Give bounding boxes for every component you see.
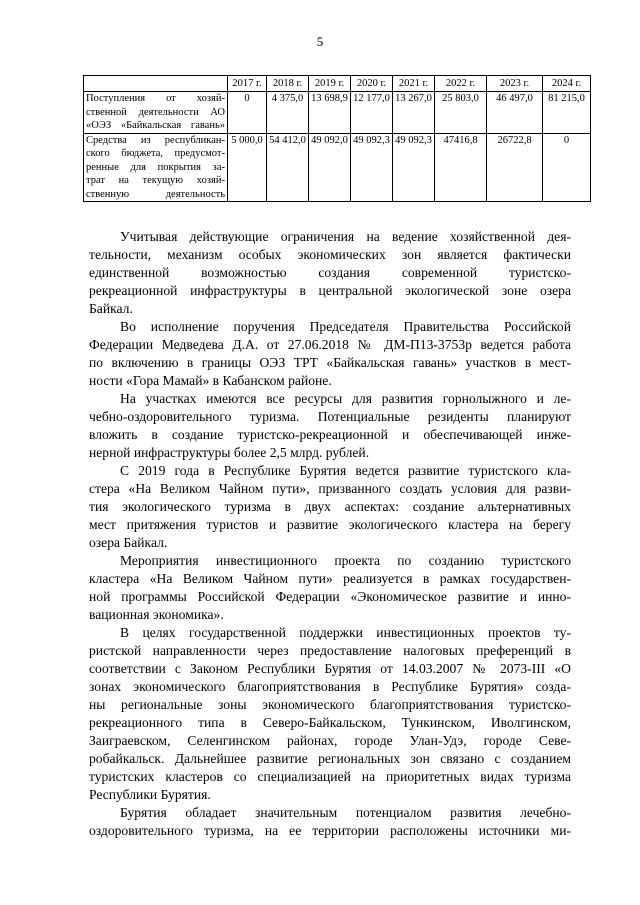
row-label — [84, 133, 228, 202]
text-line: Мероприятия инвестиционного проекта по созданию туристского — [120, 553, 571, 568]
paragraph — [89, 624, 571, 804]
table-cell: 49 092,3 — [351, 133, 393, 202]
table-cell: 25 803,0 — [435, 92, 487, 134]
text-line: На участках имеются все ресурсы для развития горнолыжного и ле- — [120, 391, 571, 406]
paragraph — [89, 804, 571, 840]
row-label-line: ренные для покрытия за- — [86, 161, 225, 173]
text-line: тельности, механизм особых экономических зон является фактически — [89, 247, 571, 262]
table-cell: 5 000,0 — [228, 133, 267, 202]
text-line: тия экологического туризма в двух аспектах: создание альтернативных — [89, 499, 571, 514]
table-header-cell: 2017 г. — [228, 76, 267, 92]
row-label-line: ственной деятельности АО — [86, 106, 225, 118]
text-line: вационная экономика». — [89, 607, 224, 622]
table-header-cell: 2020 г. — [351, 76, 393, 92]
table-header-cell: 2023 г. — [487, 76, 543, 92]
text-line: ности «Гора Мамай» в Кабанском районе. — [89, 373, 332, 388]
table-cell: 4 375,0 — [267, 92, 309, 134]
paragraph — [89, 228, 571, 318]
row-label-line: Средства из республикан- — [86, 134, 225, 146]
row-label-line: ственную деятельность — [86, 188, 225, 200]
text-line: Байкал. — [89, 301, 133, 316]
text-line: соответствии с Законом Республики Бурятия от 14.03.2007 № 2073-III «О — [89, 661, 571, 676]
table-cell: 46 497,0 — [487, 92, 543, 134]
text-line: робайкальск. Дальнейшее развитие региональных зон связано с созданием — [89, 751, 571, 766]
text-line: С 2019 года в Республике Бурятия ведется развитие туристского кла- — [120, 463, 571, 478]
text-line: Заиграевском, Селенгинском районах, городе Улан-Удэ, городе Севе- — [89, 733, 571, 748]
table-header-cell — [84, 76, 228, 92]
paragraph — [89, 390, 571, 462]
text-line: Федерации Медведева Д.А. от 27.06.2018 № ДМ-П13-3753р ведется работа — [89, 337, 571, 352]
table-header-row — [84, 76, 591, 92]
table-cell: 49 092,0 — [309, 133, 351, 202]
text-line: озера Байкал. — [89, 535, 168, 550]
text-line: ны региональные зоны экономического благоприятствования туристско- — [89, 697, 571, 712]
table-cell: 81 215,0 — [543, 92, 591, 134]
text-line: чебно-оздоровительного туризма. Потенциальные резиденты планируют — [89, 409, 571, 424]
text-line: зонах экономического благоприятствования в Республике Бурятия» созда- — [89, 679, 571, 694]
text-line: Бурятия обладает значительным потенциалом развития лечебно- — [120, 805, 571, 820]
text-line: по включению в границы ОЭЗ ТРТ «Байкальская гавань» участков в мест- — [89, 355, 571, 370]
table-row — [84, 92, 591, 134]
row-label-line: ского бюджета, предусмот- — [86, 148, 225, 159]
text-line: оздоровительного туризма, на ее территории расположены источники ми- — [89, 823, 571, 838]
text-line: Во исполнение поручения Председателя Правительства Российской — [120, 319, 571, 334]
text-line: нерной инфраструктуры более 2,5 млрд. рублей. — [89, 445, 370, 460]
row-label-line: Поступления от хозяй- — [86, 93, 225, 104]
text-line: стера «На Великом Чайном пути», призванного создать условия для разви- — [89, 481, 571, 496]
table-cell: 0 — [543, 133, 591, 202]
text-line: туристских кластеров со специализацией на приоритетных видах туризма — [89, 769, 571, 784]
row-label-line: «ОЭЗ «Байкальская гавань» — [86, 120, 225, 131]
text-line: Учитывая действующие ограничения на ведение хозяйственной дея- — [120, 229, 571, 244]
paragraph — [89, 552, 571, 624]
table-cell: 13 267,0 — [393, 92, 435, 134]
text-line: кластера «На Великом Чайном пути» реализуется в рамках государствен- — [89, 571, 571, 586]
table-header-cell: 2022 г. — [435, 76, 487, 92]
text-line: В целях государственной поддержки инвестиционных проектов ту- — [120, 625, 571, 640]
paragraph — [89, 462, 571, 552]
text-line: мест притяжения туристов и развитие экологического кластера на берегу — [89, 517, 571, 532]
body-text — [89, 228, 571, 840]
text-line: рекреационной инфраструктуры в центральной экологической зоне озера — [89, 283, 571, 298]
table-cell: 13 698,9 — [309, 92, 351, 134]
row-label-line: трат на текущую хозяй- — [86, 175, 225, 186]
table-header-cell: 2024 г. — [543, 76, 591, 92]
table-header-cell: 2019 г. — [309, 76, 351, 92]
table-row — [84, 133, 591, 202]
table-cell: 49 092,3 — [393, 133, 435, 202]
table-cell: 0 — [228, 92, 267, 134]
table-cell: 54 412,0 — [267, 133, 309, 202]
text-line: рекреационного типа в Северо-Байкальском, Тункинском, Иволгинском, — [89, 715, 571, 730]
table-header-cell: 2021 г. — [393, 76, 435, 92]
table-header-cell: 2018 г. — [267, 76, 309, 92]
row-label — [84, 92, 228, 134]
table-cell: 47416,8 — [435, 133, 487, 202]
paragraph — [89, 318, 571, 390]
text-line: Республики Бурятия. — [89, 787, 211, 802]
table-cell: 26722,8 — [487, 133, 543, 202]
text-line: ной программы Российской Федерации «Экономическое развитие и инно- — [89, 589, 571, 604]
text-line: вложить в создание туристско-рекреационной и обеспечивающей инже- — [89, 427, 571, 442]
text-line: единственной возможностью создания современной туристско- — [89, 265, 571, 280]
funding-table — [83, 75, 591, 202]
table-cell: 12 177,0 — [351, 92, 393, 134]
text-line: ристской направленности через предоставление налоговых преференций в — [89, 643, 571, 658]
page-number: 5 — [316, 34, 324, 49]
